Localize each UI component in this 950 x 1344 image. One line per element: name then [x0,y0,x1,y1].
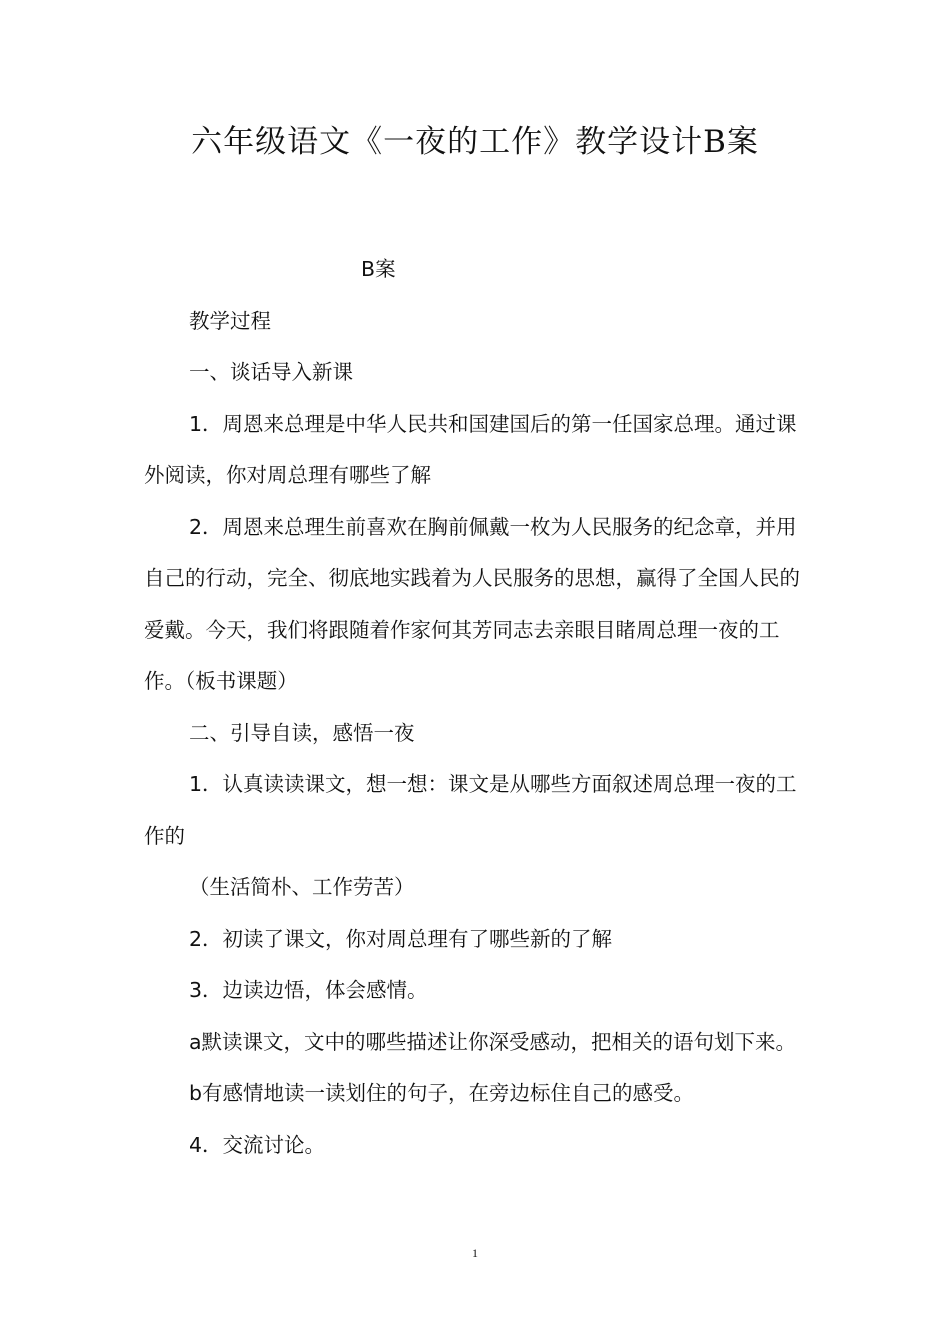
paragraph: 2．周恩来总理生前喜欢在胸前佩戴一枚为人民服务的纪念章，并用自己的行动，完全、彻底地实践着为人民服务的思想，赢得了全国人民的爱戴。今天，我们将跟随着作家何其芳同志去亲眼目睹周总理一夜的工作。（板书课题） [144,514,800,693]
paragraph: a默读课文，文中的哪些描述让你深受感动，把相关的语句划下来。 [189,1029,797,1054]
document-title: 六年级语文《一夜的工作》教学设计B案 [191,124,759,160]
paragraph: 3．边读边悟，体会感情。 [189,978,428,1002]
paragraph: 2．初读了课文，你对周总理有了哪些新的了解 [189,926,613,951]
page-number: 1 [472,1246,478,1260]
paragraph: （生活简朴、工作劳苦） [189,875,415,899]
paragraph: 二、引导自读，感悟一夜 [189,720,415,745]
document-body [144,244,810,1171]
section-subtitle: B案 [361,257,396,281]
paragraph: 4．交流讨论。 [189,1132,326,1157]
paragraph: 1．周恩来总理是中华人民共和国建国后的第一任国家总理。通过课外阅读，你对周总理有哪些了解 [144,411,797,487]
paragraph: b有感情地读一读划住的句子，在旁边标住自己的感受。 [189,1081,695,1105]
paragraph: 教学过程 [189,308,271,333]
paragraph: 1．认真读读课文，想一想：课文是从哪些方面叙述周总理一夜的工作的 [144,772,797,848]
paragraph: 一、谈话导入新课 [189,360,353,384]
